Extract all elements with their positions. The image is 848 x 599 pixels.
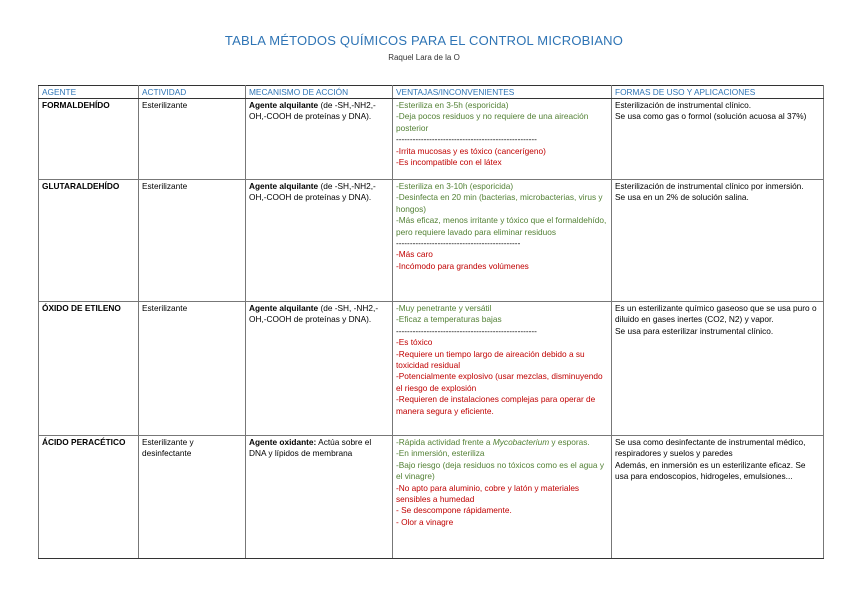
activity-cell: Esterilizante: [139, 302, 246, 436]
use-line: Es un esterilizante químico gaseoso que se usa puro o diluido en gases inertes (CO2, N2) y vapor.: [615, 303, 817, 325]
use-line: Además, en inmersión es un esterilizante eficaz. Se usa para endoscopios, hidrogeles, emulsiones...: [615, 459, 806, 482]
pros-cons-cell: [393, 99, 612, 180]
activity-cell: Esterilizante y desinfectante: [139, 436, 246, 559]
separator: ---------------------------------------------: [396, 238, 521, 249]
mechanism-cell: [246, 180, 393, 302]
disadvantage: -Requiere un tiempo largo de aireación debido a su toxicidad residual: [396, 348, 585, 371]
author: Raquel Lara de la O: [388, 53, 460, 62]
table-row: [39, 99, 824, 180]
table-row: [39, 180, 824, 302]
use-line: Se usa para esterilizar instrumental clínico.: [615, 325, 774, 336]
page-title: TABLA MÉTODOS QUÍMICOS PARA EL CONTROL MICROBIANO: [224, 33, 624, 48]
agent-cell: ÁCIDO PERACÉTICO: [39, 436, 139, 559]
pros-cons-cell: [393, 180, 612, 302]
advantage: -Muy penetrante y versátil: [396, 303, 492, 313]
use-line: Se usa en un 2% de solución salina.: [615, 192, 749, 203]
table-row: [39, 436, 824, 559]
agent-cell: GLUTARALDEHÍDO: [39, 180, 139, 302]
disadvantage: -No apto para aluminio, cobre y latón y materiales sensibles a humedad: [396, 482, 580, 505]
header-uses: FORMAS DE USO Y APLICACIONES: [612, 86, 824, 99]
mechanism-detail: (de -SH,-NH2,-OH,-COOH de proteínas y DNA).: [249, 181, 376, 203]
uses-cell: [612, 436, 824, 559]
agent-cell: ÓXIDO DE ETILENO: [39, 302, 139, 436]
mechanism-detail: (de -SH, -NH2,-OH,-COOH de proteínas y DNA).: [249, 303, 379, 325]
use-line: Se usa como gas o formol (solución acuosa al 37%): [615, 111, 807, 122]
disadvantage: - Olor a vinagre: [396, 516, 454, 527]
mechanism-cell: [246, 302, 393, 436]
uses-cell: [612, 99, 824, 180]
advantage: -Bajo riesgo (deja residuos no tóxicos como es el agua y el vinagre): [396, 459, 604, 482]
pros-cons-cell: [393, 302, 612, 436]
methods-table: [38, 85, 824, 559]
disadvantage: -Requieren de instalaciones complejas para operar de manera segura y eficiente.: [396, 394, 596, 416]
table-header-row: [39, 86, 824, 99]
advantage: -Esteriliza en 3-5h (esporicida): [396, 100, 509, 110]
activity-cell: Esterilizante: [139, 180, 246, 302]
separator: ---------------------------------------------------: [396, 134, 537, 145]
use-line: Esterilización de instrumental clínico.: [615, 100, 752, 110]
advantage-text: y esporas.: [549, 437, 590, 447]
separator: ---------------------------------------------------: [396, 325, 537, 336]
mechanism-type: Agente oxidante:: [249, 437, 317, 447]
advantage-text: -Rápida actividad frente a: [396, 437, 493, 447]
disadvantage: -Irrita mucosas y es tóxico (cancerígeno): [396, 145, 546, 156]
disadvantage: -Incómodo para grandes volúmenes: [396, 260, 529, 271]
header-activity: ACTIVIDAD: [139, 86, 246, 99]
advantage: -Esteriliza en 3-10h (esporicida): [396, 181, 514, 191]
mechanism-type: Agente alquilante: [249, 100, 319, 110]
mechanism-cell: [246, 99, 393, 180]
table-row: [39, 302, 824, 436]
mechanism-type: Agente alquilante: [249, 181, 319, 191]
disadvantage: -Potencialmente explosivo (usar mezclas, disminuyendo el riesgo de explosión: [396, 371, 603, 393]
header-pros-cons: VENTAJAS/INCONVENIENTES: [393, 86, 612, 99]
uses-cell: [612, 302, 824, 436]
disadvantage: -Más caro: [396, 249, 433, 260]
disadvantage: -Es incompatible con el látex: [396, 157, 502, 168]
advantage: -Eficaz a temperaturas bajas: [396, 314, 502, 325]
mechanism-detail: (de -SH,-NH2,-OH,-COOH de proteínas y DNA).: [249, 100, 376, 122]
advantage: -Deja pocos residuos y no requiere de una aireación posterior: [396, 111, 589, 133]
disadvantage: -Es tóxico: [396, 337, 433, 348]
advantage: -Más eficaz, menos irritante y tóxico que el formaldehído, pero requiere lavado para eliminar residuos: [396, 215, 607, 237]
activity-cell: Esterilizante: [139, 99, 246, 180]
uses-cell: [612, 180, 824, 302]
mechanism-detail: Actúa sobre el DNA y lípidos de membrana: [249, 437, 372, 459]
pros-cons-cell: [393, 436, 612, 559]
use-line: Se usa como desinfectante de instrumental médico, respiradores y suelos y paredes: [615, 437, 806, 459]
mechanism-cell: [246, 436, 393, 559]
advantage: -Desinfecta en 20 min (bacterias, microbacterias, virus y hongos): [396, 192, 603, 214]
advantage: [396, 437, 608, 448]
organism-name: Mycobacterium: [492, 437, 550, 447]
header-mechanism: MECANISMO DE ACCIÓN: [246, 86, 393, 99]
disadvantage: - Se descompone rápidamente.: [396, 505, 512, 516]
header-agent: AGENTE: [39, 86, 139, 99]
advantage: -En inmersión, esteriliza: [396, 448, 485, 459]
use-line: Esterilización de instrumental clínico por inmersión.: [615, 181, 804, 191]
agent-cell: FORMALDEHÍDO: [39, 99, 139, 180]
mechanism-type: Agente alquilante: [249, 303, 319, 313]
